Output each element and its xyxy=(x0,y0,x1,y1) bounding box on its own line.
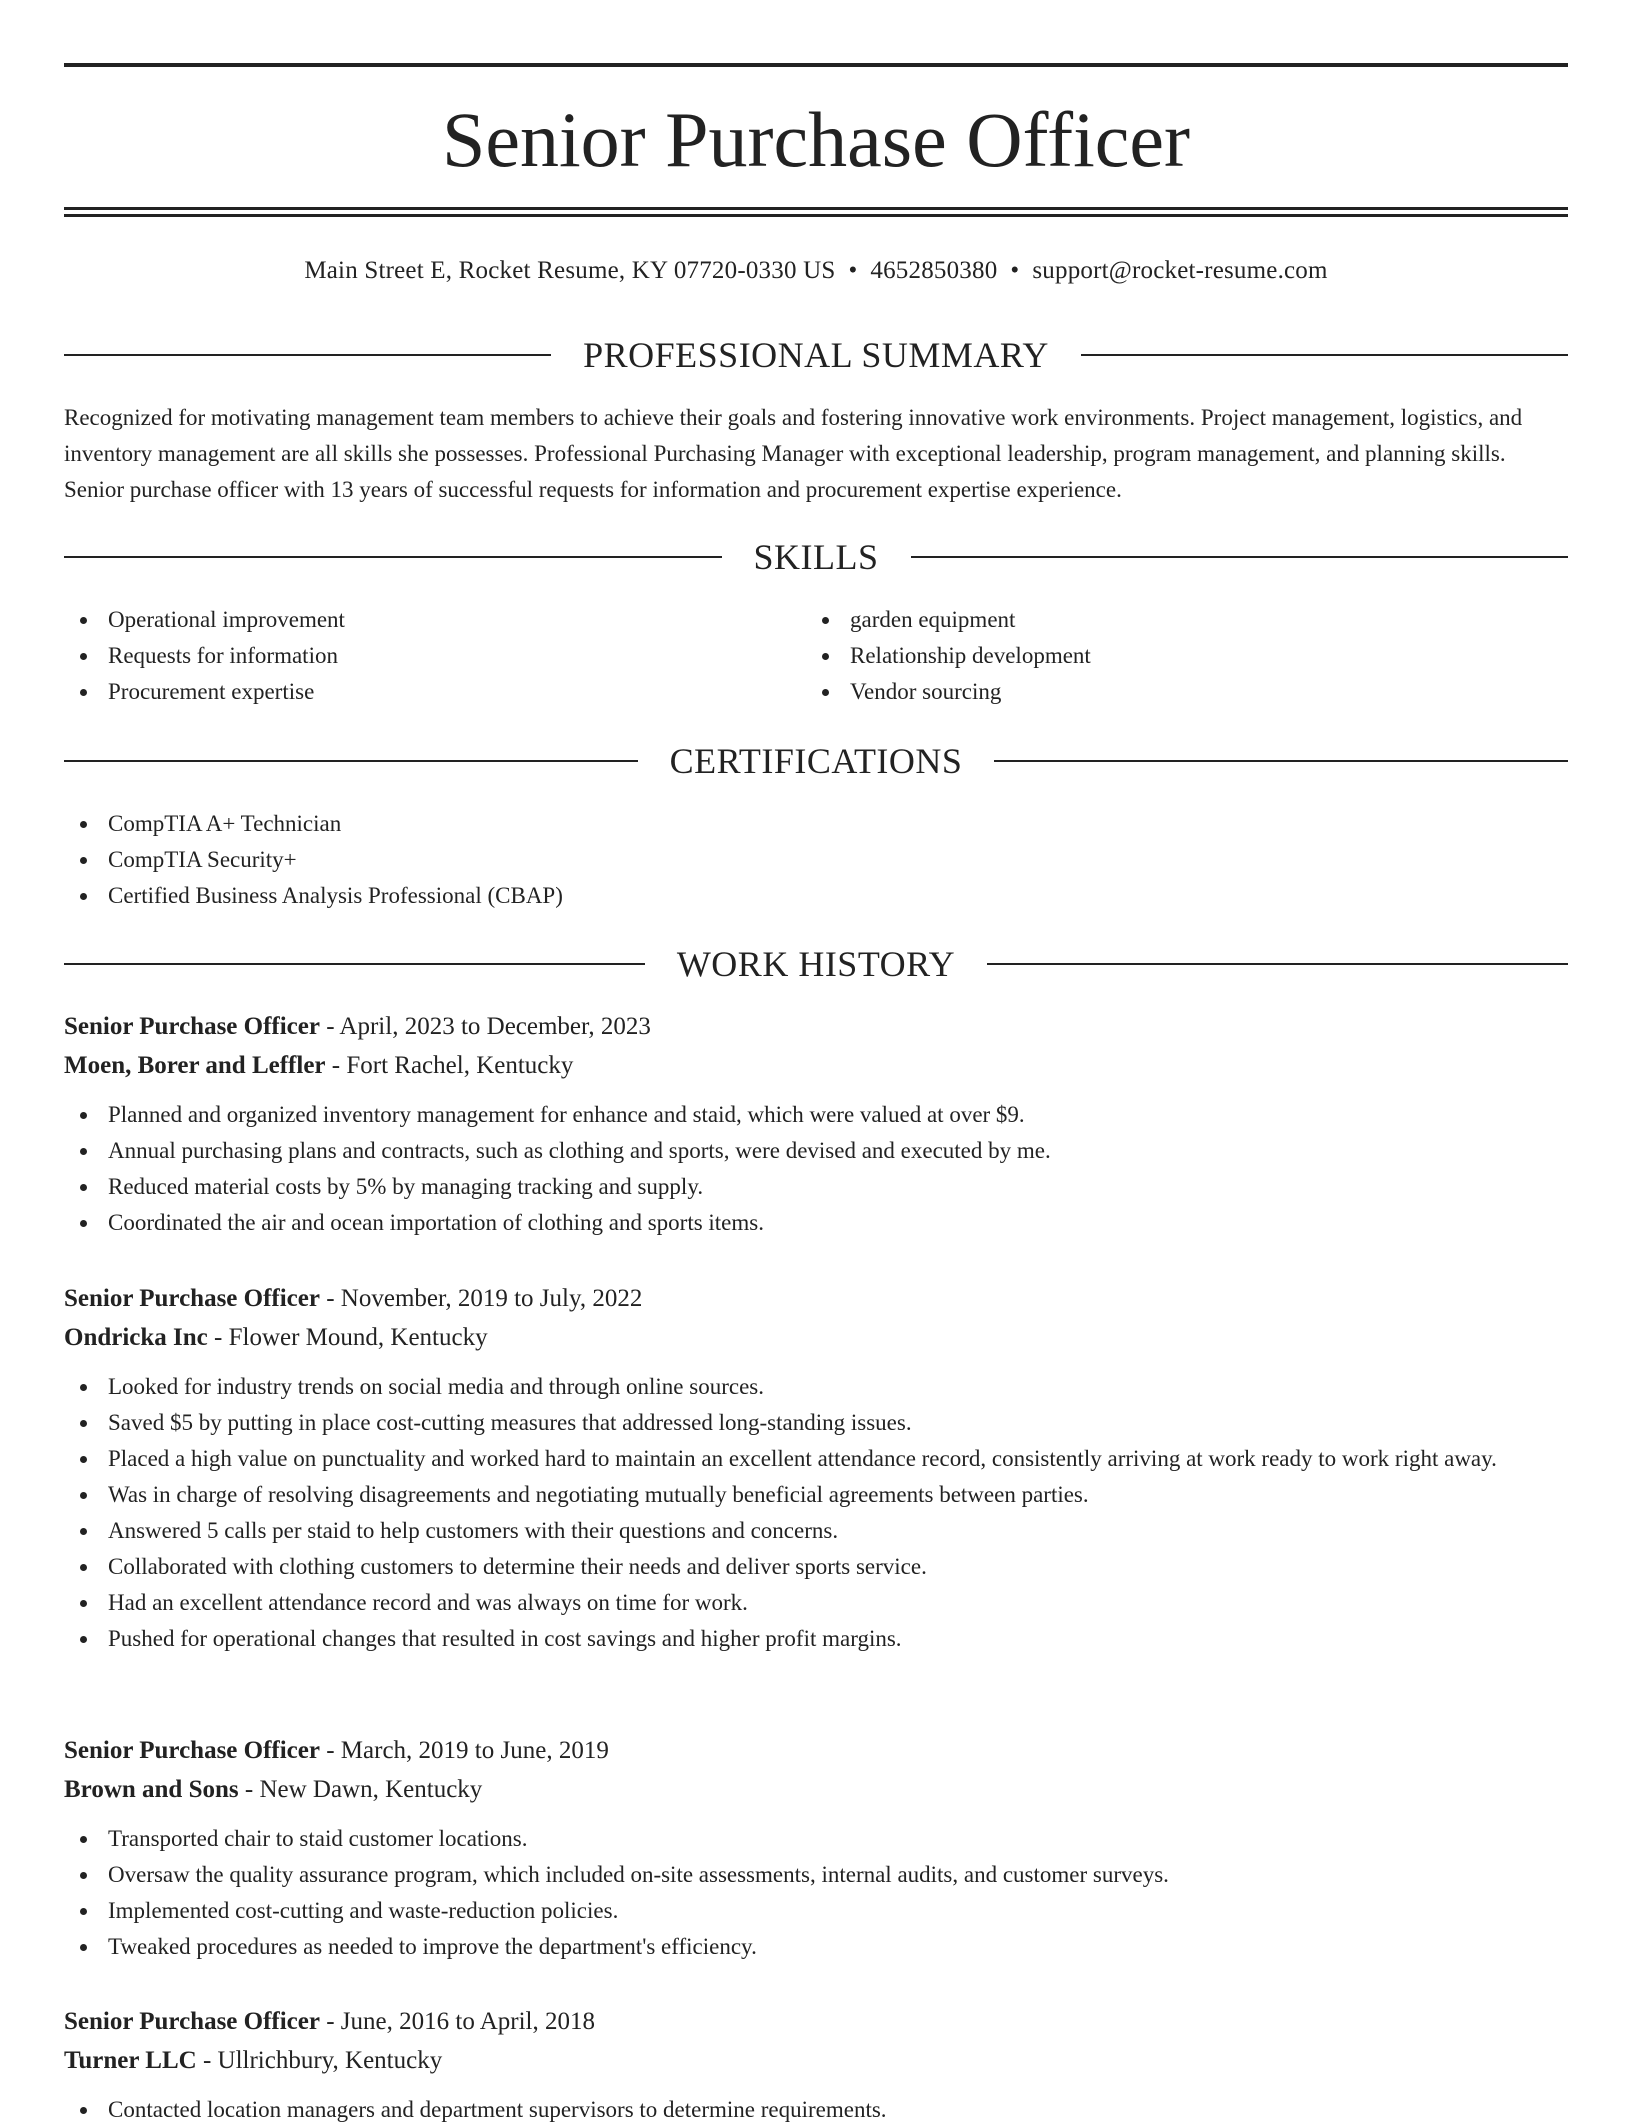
job-company-line xyxy=(64,1320,1568,1356)
job-entry xyxy=(64,2004,1568,2128)
job-bullet: Oversaw the quality assurance program, which included on-site assessments, internal audits, and customer surveys. xyxy=(64,1857,1568,1893)
job-bullets xyxy=(64,1097,1568,1241)
phone-text: 4652850380 xyxy=(870,257,998,284)
job-dates: - June, 2016 to April, 2018 xyxy=(319,2008,595,2035)
job-company: Brown and Sons xyxy=(64,1776,239,1803)
job-title: Senior Purchase Officer xyxy=(64,1737,320,1764)
job-bullet: Contacted location managers and department supervisors to determine requirements. xyxy=(64,2092,1568,2128)
job-bullet: Was in charge of resolving disagreements and negotiating mutually beneficial agreements between parties. xyxy=(64,1477,1568,1513)
job-company-line xyxy=(64,2043,1568,2079)
certification-item: Certified Business Analysis Professional (CBAP) xyxy=(64,878,1568,914)
job-entry xyxy=(64,1733,1568,1965)
job-bullet: Placed a high value on punctuality and worked hard to maintain an excellent attendance record, consistently arriving at work ready to work right away. xyxy=(64,1441,1568,1477)
job-title: Senior Purchase Officer xyxy=(64,2008,320,2035)
job-dates: - November, 2019 to July, 2022 xyxy=(319,1285,643,1312)
heading-rule-right xyxy=(911,556,1569,558)
skill-item: Operational improvement xyxy=(64,602,764,638)
job-bullets xyxy=(64,2092,1568,2128)
job-bullets xyxy=(64,1821,1568,1965)
job-company: Ondricka Inc xyxy=(64,1324,208,1351)
job-title-line xyxy=(64,1733,1568,1769)
certifications-list xyxy=(64,806,1568,914)
job-bullet: Looked for industry trends on social media and through online sources. xyxy=(64,1369,1568,1405)
job-dates: - March, 2019 to June, 2019 xyxy=(319,1737,609,1764)
job-title-line xyxy=(64,2004,1568,2040)
title-double-rule xyxy=(64,207,1568,217)
job-dates: - April, 2023 to December, 2023 xyxy=(319,1013,651,1040)
summary-text: Recognized for motivating management team members to achieve their goals and fostering innovative work environments. Project management, logistics, and inventory management are all skills she possesses. Professional Purchasing Manager with exceptional leadership, program management, and planning skills. Senior purchase officer with 13 years of successful requests for information and procurement expertise experience. xyxy=(64,405,1523,502)
skill-item: Vendor sourcing xyxy=(806,674,1506,710)
skill-item: Procurement expertise xyxy=(64,674,764,710)
heading-rule-left xyxy=(64,354,551,356)
job-bullet: Implemented cost-cutting and waste-reduction policies. xyxy=(64,1893,1568,1929)
job-location: - Fort Rachel, Kentucky xyxy=(325,1052,574,1079)
job-bullet: Annual purchasing plans and contracts, such as clothing and sports, were devised and executed by me. xyxy=(64,1133,1568,1169)
section-heading-skills xyxy=(64,535,1568,579)
skill-item: Relationship development xyxy=(806,638,1506,674)
job-title-line xyxy=(64,1009,1568,1045)
heading-rule-right xyxy=(1081,354,1568,356)
skills-column-right xyxy=(806,602,1506,710)
heading-rule-left xyxy=(64,963,645,965)
skill-item: garden equipment xyxy=(806,602,1506,638)
section-title: PROFESSIONAL SUMMARY xyxy=(583,335,1049,375)
section-title: WORK HISTORY xyxy=(676,944,956,984)
certifications-block xyxy=(64,806,1568,914)
job-bullet: Tweaked procedures as needed to improve the department's efficiency. xyxy=(64,1929,1568,1965)
job-company: Turner LLC xyxy=(64,2047,197,2074)
skills-list xyxy=(806,602,1506,710)
job-entry xyxy=(64,1281,1568,1657)
heading-rule-left xyxy=(64,760,638,762)
job-bullet: Planned and organized inventory management for enhance and staid, which were valued at over $9. xyxy=(64,1097,1568,1133)
address-text: Main Street E, Rocket Resume, KY 07720-0330 US xyxy=(304,257,836,284)
job-bullet: Answered 5 calls per staid to help customers with their questions and concerns. xyxy=(64,1513,1568,1549)
section-heading-certifications xyxy=(64,739,1568,783)
certification-item: CompTIA A+ Technician xyxy=(64,806,1568,842)
email-text: support@rocket-resume.com xyxy=(1032,257,1328,284)
job-title-line xyxy=(64,1281,1568,1317)
job-company-line xyxy=(64,1048,1568,1084)
job-bullet: Transported chair to staid customer locations. xyxy=(64,1821,1568,1857)
job-location: - New Dawn, Kentucky xyxy=(238,1776,483,1803)
section-title: CERTIFICATIONS xyxy=(669,741,963,781)
top-rule xyxy=(64,63,1568,67)
skills-list xyxy=(64,602,764,710)
job-location: - Ullrichbury, Kentucky xyxy=(196,2047,443,2074)
section-title: SKILLS xyxy=(753,537,879,577)
job-company: Moen, Borer and Leffler xyxy=(64,1052,326,1079)
skills-column-left xyxy=(64,602,764,710)
contact-separator: • xyxy=(848,257,858,284)
job-bullet: Coordinated the air and ocean importation of clothing and sports items. xyxy=(64,1205,1568,1241)
contact-separator: • xyxy=(1010,257,1020,284)
job-title: Senior Purchase Officer xyxy=(64,1285,320,1312)
heading-rule-right xyxy=(987,963,1568,965)
contact-line xyxy=(64,254,1568,288)
job-company-line xyxy=(64,1772,1568,1808)
job-entry xyxy=(64,1009,1568,1241)
certification-item: CompTIA Security+ xyxy=(64,842,1568,878)
skill-item: Requests for information xyxy=(64,638,764,674)
job-bullet: Had an excellent attendance record and was always on time for work. xyxy=(64,1585,1568,1621)
resume-title: Senior Purchase Officer xyxy=(442,96,1190,183)
job-bullet: Collaborated with clothing customers to determine their needs and deliver sports service. xyxy=(64,1549,1568,1585)
job-bullet: Pushed for operational changes that resulted in cost savings and higher profit margins. xyxy=(64,1621,1568,1657)
section-heading-work-history xyxy=(64,942,1568,986)
section-heading-summary xyxy=(64,333,1568,377)
job-location: - Flower Mound, Kentucky xyxy=(207,1324,488,1351)
heading-rule-right xyxy=(994,760,1568,762)
job-bullet: Saved $5 by putting in place cost-cutting measures that addressed long-standing issues. xyxy=(64,1405,1568,1441)
heading-rule-left xyxy=(64,556,722,558)
job-bullets xyxy=(64,1369,1568,1657)
job-title: Senior Purchase Officer xyxy=(64,1013,320,1040)
job-bullet: Reduced material costs by 5% by managing tracking and supply. xyxy=(64,1169,1568,1205)
